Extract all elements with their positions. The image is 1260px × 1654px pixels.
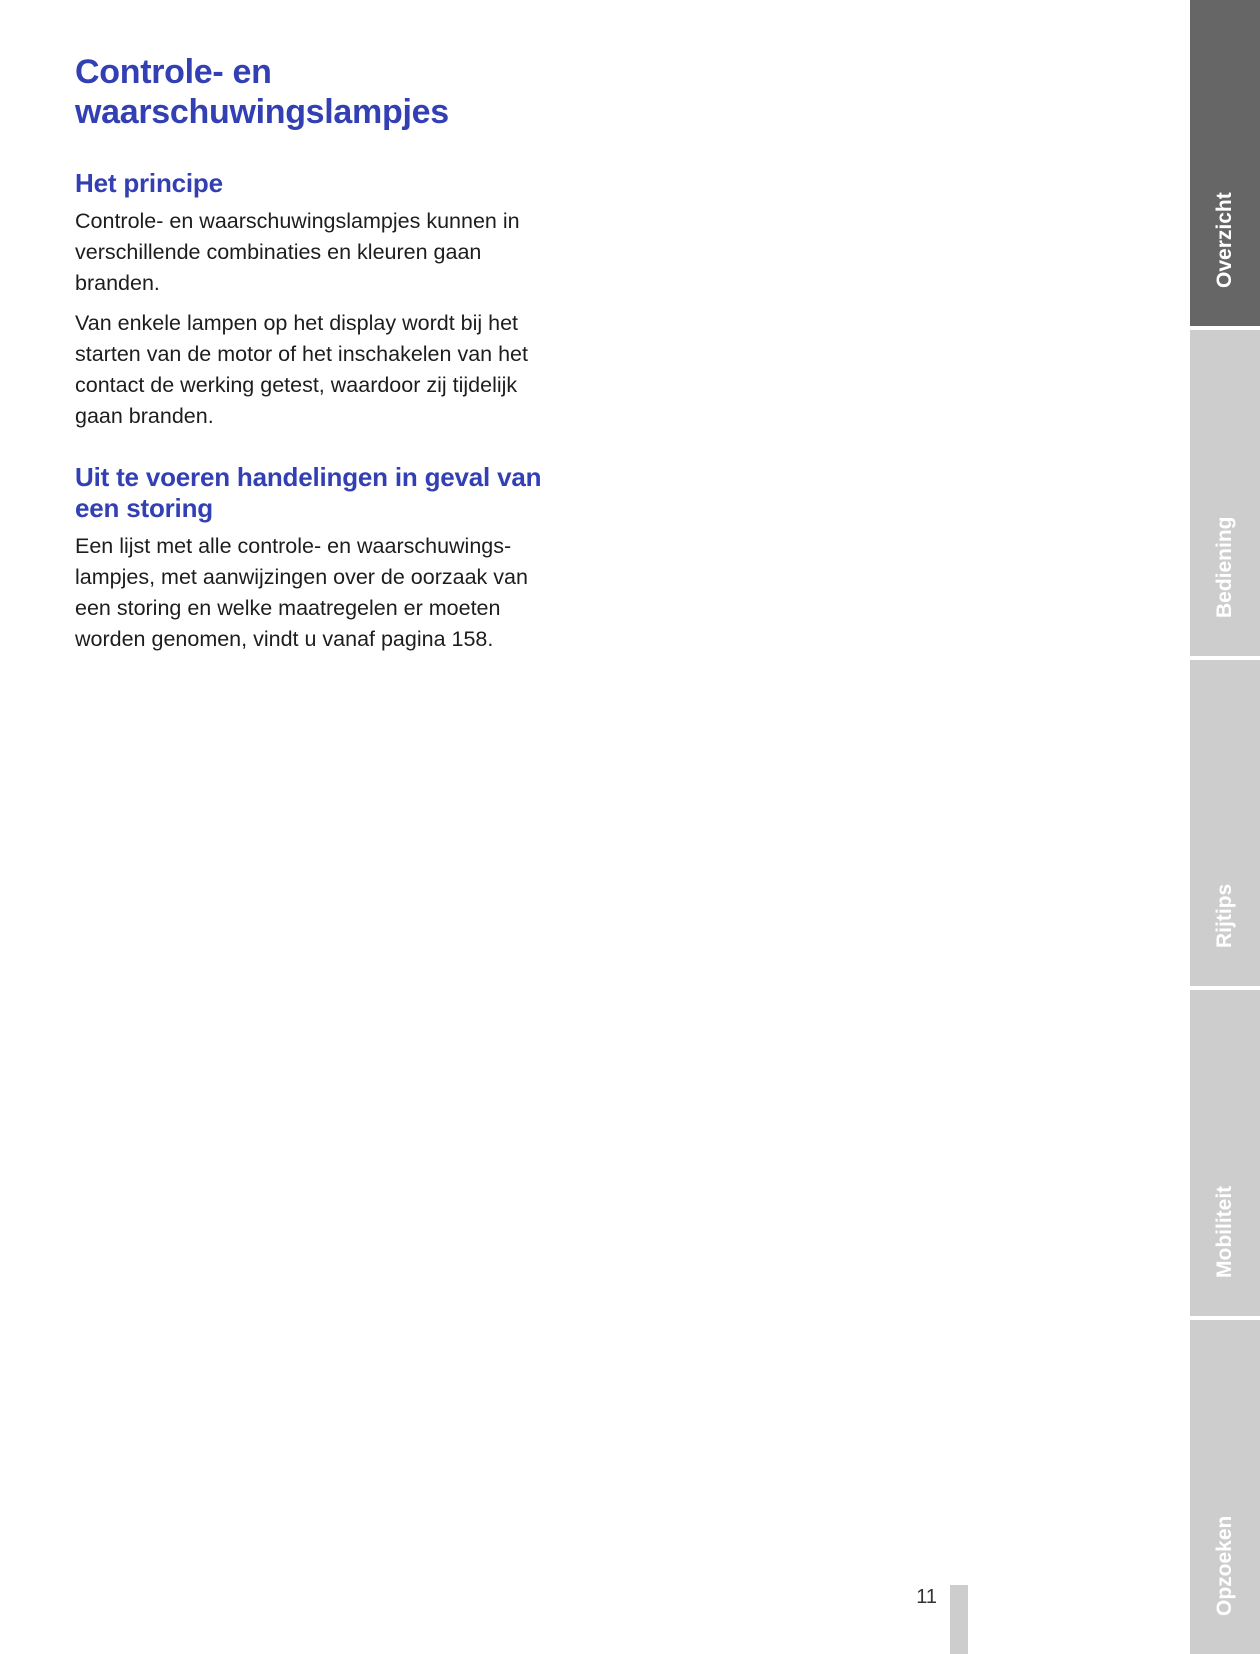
paragraph-principle-1: Controle- en waarschuwingslampjes kunnen in verschillende combinaties en kleuren gaan branden. — [75, 209, 520, 295]
main-content — [75, 52, 595, 655]
tab-mobiliteit[interactable]: Mobiliteit — [1190, 990, 1260, 1318]
chapter-tab-sidebar — [1190, 0, 1260, 1654]
page-number: 11 — [916, 1586, 937, 1608]
paragraph-principle-2: Van enkele lampen op het display wordt bij het starten van de motor of het inschakelen van het contact de werking getest, waardoor zij tijdelijk gaan branden. — [75, 311, 528, 428]
tab-bediening[interactable]: Bediening — [1190, 330, 1260, 658]
paragraph-storing-1: Een lijst met alle controle- en waarschuwings- lampjes, met aanwijzingen over de oorzaak van een storing en welke maatregelen er moeten worden genomen, vindt u vanaf pagina 158. — [75, 534, 528, 651]
tab-opzoeken[interactable]: Opzoeken — [1190, 1320, 1260, 1654]
tab-rijtips[interactable]: Rijtips — [1190, 660, 1260, 988]
section-heading-storing: Uit te voeren handelingen in geval van een storing — [75, 462, 542, 523]
section-heading-principle: Het principe — [75, 168, 223, 198]
page-title: Controle- en waarschuwingslampjes — [75, 53, 449, 131]
page-number-bar — [950, 1585, 968, 1654]
tab-overzicht[interactable]: Overzicht — [1190, 0, 1260, 328]
